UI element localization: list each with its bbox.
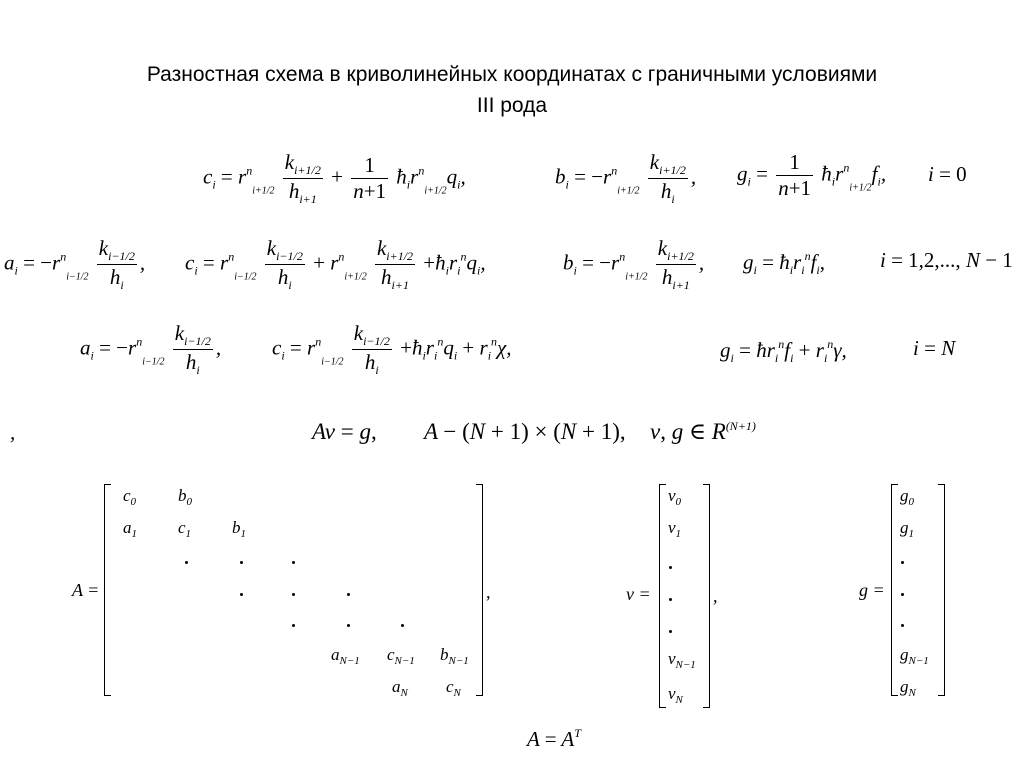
eq-dims: A − (N + 1) × (N + 1), xyxy=(424,419,626,444)
a-b0: $b_0$ xyxy=(178,486,192,508)
a-bN-1: $b_{N-1}$ xyxy=(440,645,469,667)
g-dot xyxy=(901,624,904,627)
slide-title-line1: Разностная схема в криволинейных координатах с граничными условиями xyxy=(146,63,878,86)
a-cN-1: $c_{N-1}$ xyxy=(387,645,415,667)
slide-title-line2: III рода xyxy=(476,94,548,117)
a-dot xyxy=(292,593,295,596)
matrix-a-label: A = xyxy=(72,580,100,600)
eq-system: Av = g, xyxy=(312,419,377,444)
eq-row1-b: $b_i = -r^n_{i+1/2}$ $\frac{k_{i+1/2}}{h_i}$ , xyxy=(555,150,697,206)
eq-space: v, g ∈ $R^{(N+1)}$ xyxy=(650,419,756,444)
vector-g-left-bracket xyxy=(891,484,898,696)
eq-row3-g: $g_i$ = $ħr_i^nf_i + r_i^n\gamma$, xyxy=(720,337,847,365)
vector-v-label: v = xyxy=(626,584,651,604)
eq-row3-a: $a_i = -r^n_{i-1/2}$ $\frac{k_{i-1/2}}{h_i}$ , xyxy=(80,321,222,377)
a-dot xyxy=(240,593,243,596)
matrix-a-comma: , xyxy=(486,582,491,602)
v-v0: $v_0$ xyxy=(668,486,682,508)
a-a1: $a_1$ xyxy=(123,518,137,540)
g-gN: $g_N$ xyxy=(900,677,916,699)
matrix-a-left-bracket xyxy=(104,484,111,696)
eq-row3-cond: i = N xyxy=(913,336,956,360)
eq-row2-g: $g_i$ = $ħ_ir_i^nf_i$, xyxy=(743,249,825,277)
a-aN: $a_N$ xyxy=(392,677,408,699)
eq-row1-c: $c_i = r^n_{i+1/2}$ $\frac{k_{i+1/2}}{h_{i+1}}$ + $\frac{1}{n+1}$ $ħ_ir^n_{i+1/2}q_i$, xyxy=(203,150,466,206)
a-dot xyxy=(347,624,350,627)
a-dot xyxy=(347,593,350,596)
v-v1: $v_1$ xyxy=(668,518,682,540)
eq-transpose: $A = A^T$ xyxy=(527,726,581,751)
eq-row3-c: $c_i = r^n_{i-1/2}$ $\frac{k_{i-1/2}}{h_i}$ $+ħ_ir_i^nq_i + r_i^n\chi$, xyxy=(272,321,512,377)
g-gN-1: $g_{N-1}$ xyxy=(900,645,929,667)
v-dot xyxy=(669,598,672,601)
matrix-a-right-bracket xyxy=(476,484,483,696)
g-dot xyxy=(901,561,904,564)
vector-g-right-bracket xyxy=(938,484,945,696)
eq-row2-c: $c_i = r^n_{i-1/2}$ $\frac{k_{i-1/2}}{h_i}$ + $r^n_{i+1/2}$ $\frac{k_{i+1/2}}{h_{i+1}}$ $+ħ_ir_i^nq_i$, xyxy=(185,236,486,292)
vector-v-left-bracket xyxy=(659,484,666,708)
vector-g-label: g = xyxy=(859,580,885,600)
a-cN: $c_N$ xyxy=(446,677,461,699)
eq-row1-g: $g_i$ = $\frac{1}{n+1}$ $ħ_ir^n_{i+1/2}f_i$, xyxy=(737,150,887,200)
g-g1: $g_1$ xyxy=(900,518,914,540)
a-b1: $b_1$ xyxy=(232,518,246,540)
stray-comma: , xyxy=(10,420,16,444)
eq-row1-cond: i = 0 xyxy=(928,162,967,186)
eq-row2-a: $a_i = -r^n_{i-1/2}$ $\frac{k_{i-1/2}}{h_i}$ , xyxy=(4,236,146,292)
a-dot xyxy=(401,624,404,627)
a-dot xyxy=(240,561,243,564)
vector-v-comma: , xyxy=(713,586,718,606)
eq-row2-b: $b_i = -r^n_{i+1/2}$ $\frac{k_{i+1/2}}{h_{i+1}}$ , xyxy=(563,236,705,292)
g-g0: $g_0$ xyxy=(900,486,914,508)
a-c0: $c_0$ xyxy=(123,486,137,508)
v-dot xyxy=(669,566,672,569)
a-dot xyxy=(292,561,295,564)
g-dot xyxy=(901,593,904,596)
vector-v-right-bracket xyxy=(703,484,710,708)
eq-row2-cond: i = 1,2,..., N − 1 xyxy=(880,248,1013,272)
v-vN-1: $v_{N-1}$ xyxy=(668,649,696,671)
a-dot xyxy=(185,561,188,564)
a-c1: $c_1$ xyxy=(178,518,192,540)
a-dot xyxy=(292,624,295,627)
a-aN-1: $a_{N-1}$ xyxy=(331,645,360,667)
v-vN: $v_N$ xyxy=(668,684,683,706)
v-dot xyxy=(669,630,672,633)
